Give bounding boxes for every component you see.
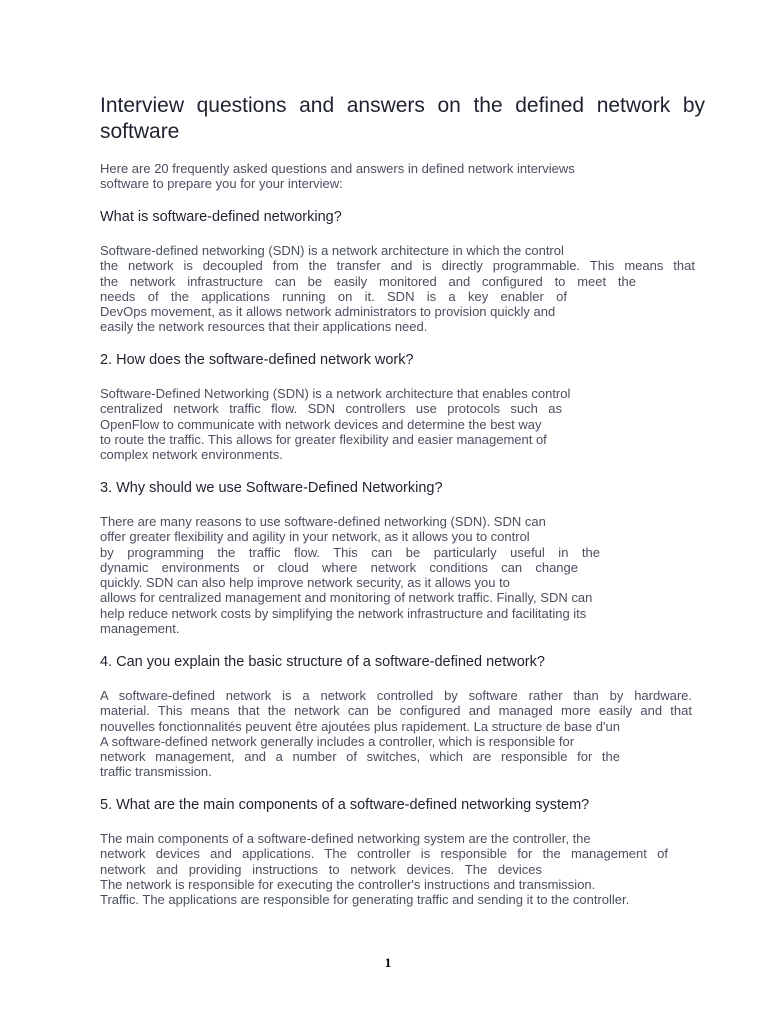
paragraph-line: the network infrastructure can be easily monitored and configured to meet the [100, 273, 636, 289]
paragraph-line: There are many reasons to use software-defined networking (SDN). SDN can [100, 514, 546, 529]
paragraph-line: complex network environments. [100, 447, 283, 463]
question-heading: What is software-defined networking? [100, 209, 342, 225]
paragraph-line: Traffic. The applications are responsible for generating traffic and sending it to the controller. [100, 892, 630, 908]
paragraph-line: traffic transmission. [100, 764, 212, 780]
paragraph-line: DevOps movement, as it allows network administrators to provision quickly and [100, 304, 556, 320]
paragraph-line: quickly. SDN can also help improve network security, as it allows you to [100, 575, 510, 591]
answer-paragraph [100, 831, 700, 907]
paragraph-line: needs of the applications running on it. SDN is a key enabler of [100, 288, 567, 304]
page-number: 1 [384, 955, 392, 970]
paragraph-line: the network is decoupled from the transfer and is directly programmable. This means that [100, 258, 695, 274]
question-heading: 2. How does the software-defined network work? [100, 352, 414, 368]
paragraph-line: help reduce network costs by simplifying the network infrastructure and facilitating its [100, 605, 587, 621]
paragraph-line: Software-Defined Networking (SDN) is a network architecture that enables control [100, 386, 571, 401]
paragraph-line: centralized network traffic flow. SDN controllers use protocols such as [100, 401, 562, 417]
paragraph-line: The main components of a software-defined networking system are the controller, the [100, 831, 591, 846]
document-title: Interview questions and answers on the defined network by software [100, 94, 705, 143]
paragraph-line: OpenFlow to communicate with network devices and determine the best way [100, 416, 542, 432]
answer-paragraph [100, 688, 700, 780]
paragraph-line: material. This means that the network can be configured and managed more easily and that [100, 703, 692, 719]
intro-paragraph [100, 161, 700, 192]
paragraph-line: Here are 20 frequently asked questions and answers in defined network interviews [100, 161, 575, 176]
paragraph-line: network and providing instructions to network devices. The devices [100, 861, 542, 877]
answer-paragraph [100, 243, 700, 335]
paragraph-line: by programming the traffic flow. This can be particularly useful in the [100, 544, 600, 560]
paragraph-line: allows for centralized management and monitoring of network traffic. Finally, SDN can [100, 590, 593, 606]
question-heading: 3. Why should we use Software-Defined Networking? [100, 480, 443, 496]
paragraph-line: software to prepare you for your interview: [100, 176, 343, 192]
paragraph-line: Software-defined networking (SDN) is a network architecture in which the control [100, 243, 564, 258]
answer-paragraph [100, 514, 700, 636]
paragraph-line: nouvelles fonctionnalités peuvent être ajoutées plus rapidement. La structure de base d'un [100, 718, 620, 734]
paragraph-line: offer greater flexibility and agility in your network, as it allows you to control [100, 529, 530, 545]
paragraph-line: management. [100, 621, 180, 637]
paragraph-line: network management, and a number of switches, which are responsible for the [100, 749, 620, 765]
paragraph-line: network devices and applications. The controller is responsible for the management of [100, 846, 668, 862]
paragraph-line: A software-defined network generally includes a controller, which is responsible for [100, 733, 575, 749]
question-heading: 5. What are the main components of a software-defined networking system? [100, 797, 590, 813]
paragraph-line: dynamic environments or cloud where network conditions can change [100, 559, 578, 575]
paragraph-line: to route the traffic. This allows for greater flexibility and easier management of [100, 431, 547, 447]
paragraph-line: The network is responsible for executing the controller's instructions and transmission. [100, 876, 596, 892]
paragraph-line: easily the network resources that their applications need. [100, 319, 428, 335]
paragraph-line: A software-defined network is a network controlled by software rather than by hardware. [100, 688, 692, 703]
answer-paragraph [100, 386, 700, 462]
question-heading: 4. Can you explain the basic structure of a software-defined network? [100, 654, 545, 670]
